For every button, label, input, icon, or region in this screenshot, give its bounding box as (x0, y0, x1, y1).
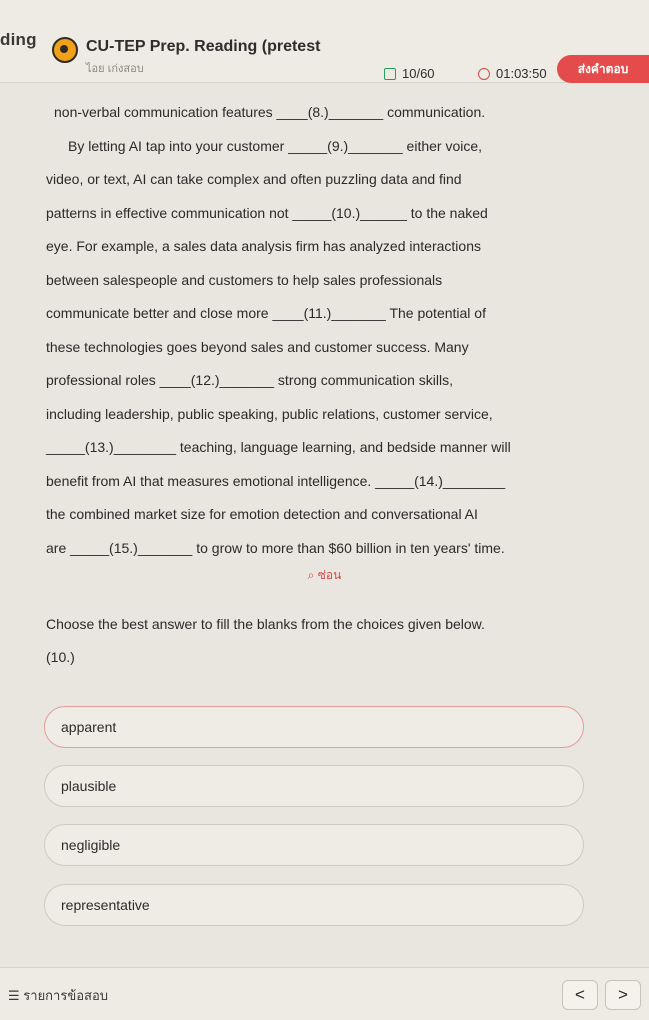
choice-label: apparent (61, 719, 117, 735)
search-icon: ⌕ (307, 568, 315, 582)
passage-line: video, or text, AI can take complex and often puzzling data and find (46, 171, 462, 187)
progress-text: 10/60 (402, 66, 435, 81)
choice-label: representative (61, 897, 150, 913)
header (0, 0, 649, 83)
hide-passage-link[interactable] (0, 566, 649, 585)
passage-line: the combined market size for emotion detection and conversational AI (46, 506, 478, 522)
question-count-icon (384, 68, 396, 80)
choice-label: plausible (61, 778, 117, 794)
side-tab-label[interactable]: ding (0, 30, 37, 49)
chevron-left-icon: < (575, 985, 585, 1004)
choice-apparent[interactable] (44, 706, 584, 748)
passage-line: communicate better and close more ____(11.)_______ The potential of (46, 305, 486, 321)
passage-line: By letting AI tap into your customer _____(9.)_______ either voice, (68, 137, 483, 154)
footer-bar (0, 967, 649, 1020)
page-subtitle: ไอย เก่งสอบ (86, 63, 144, 75)
reading-passage (46, 96, 594, 565)
previous-button[interactable] (562, 980, 598, 1010)
passage-line: between salespeople and customers to help sales professionals (46, 271, 443, 288)
passage-line: are _____(15.)_______ to grow to more than $60 billion in ten years' time. (46, 539, 505, 556)
passage-line: non-verbal communication features ____(8.)_______ communication. (54, 104, 486, 120)
next-button[interactable] (605, 980, 641, 1010)
progress-indicator (384, 66, 435, 81)
question-list-label: รายการข้อสอบ (23, 988, 109, 1003)
chevron-right-icon: > (618, 985, 628, 1004)
passage-line: including leadership, public speaking, public relations, customer service, (46, 405, 493, 422)
timer-indicator (478, 66, 547, 81)
passage-line: benefit from AI that measures emotional intelligence. _____(14.)________ (46, 472, 506, 489)
menu-icon: ☰ (8, 988, 20, 1003)
question-number: (10.) (46, 649, 75, 665)
timer-text: 01:03:50 (496, 66, 547, 81)
hide-passage-label: ซ่อน (317, 568, 342, 582)
choice-label: negligible (61, 837, 121, 853)
passage-line: eye. For example, a sales data analysis firm has analyzed interactions (46, 238, 481, 254)
clock-icon (478, 68, 490, 80)
choice-representative[interactable] (44, 884, 584, 926)
question-list-button[interactable] (8, 985, 108, 1006)
logo-icon (52, 37, 78, 63)
passage-line: professional roles ____(12.)_______ strong communication skills, (46, 372, 453, 388)
passage-line: patterns in effective communication not _____(10.)______ to the naked (46, 204, 488, 221)
question-instruction: Choose the best answer to fill the blanks from the choices given below. (46, 616, 485, 632)
choice-negligible[interactable] (44, 824, 584, 866)
passage-line: these technologies goes beyond sales and customer success. Many (46, 338, 469, 355)
page-title: CU-TEP Prep. Reading (pretest (86, 38, 321, 55)
passage-line: _____(13.)________ teaching, language learning, and bedside manner will (46, 439, 511, 455)
submit-button[interactable]: ส่งคำตอบ (557, 55, 649, 83)
choice-plausible[interactable] (44, 765, 584, 807)
